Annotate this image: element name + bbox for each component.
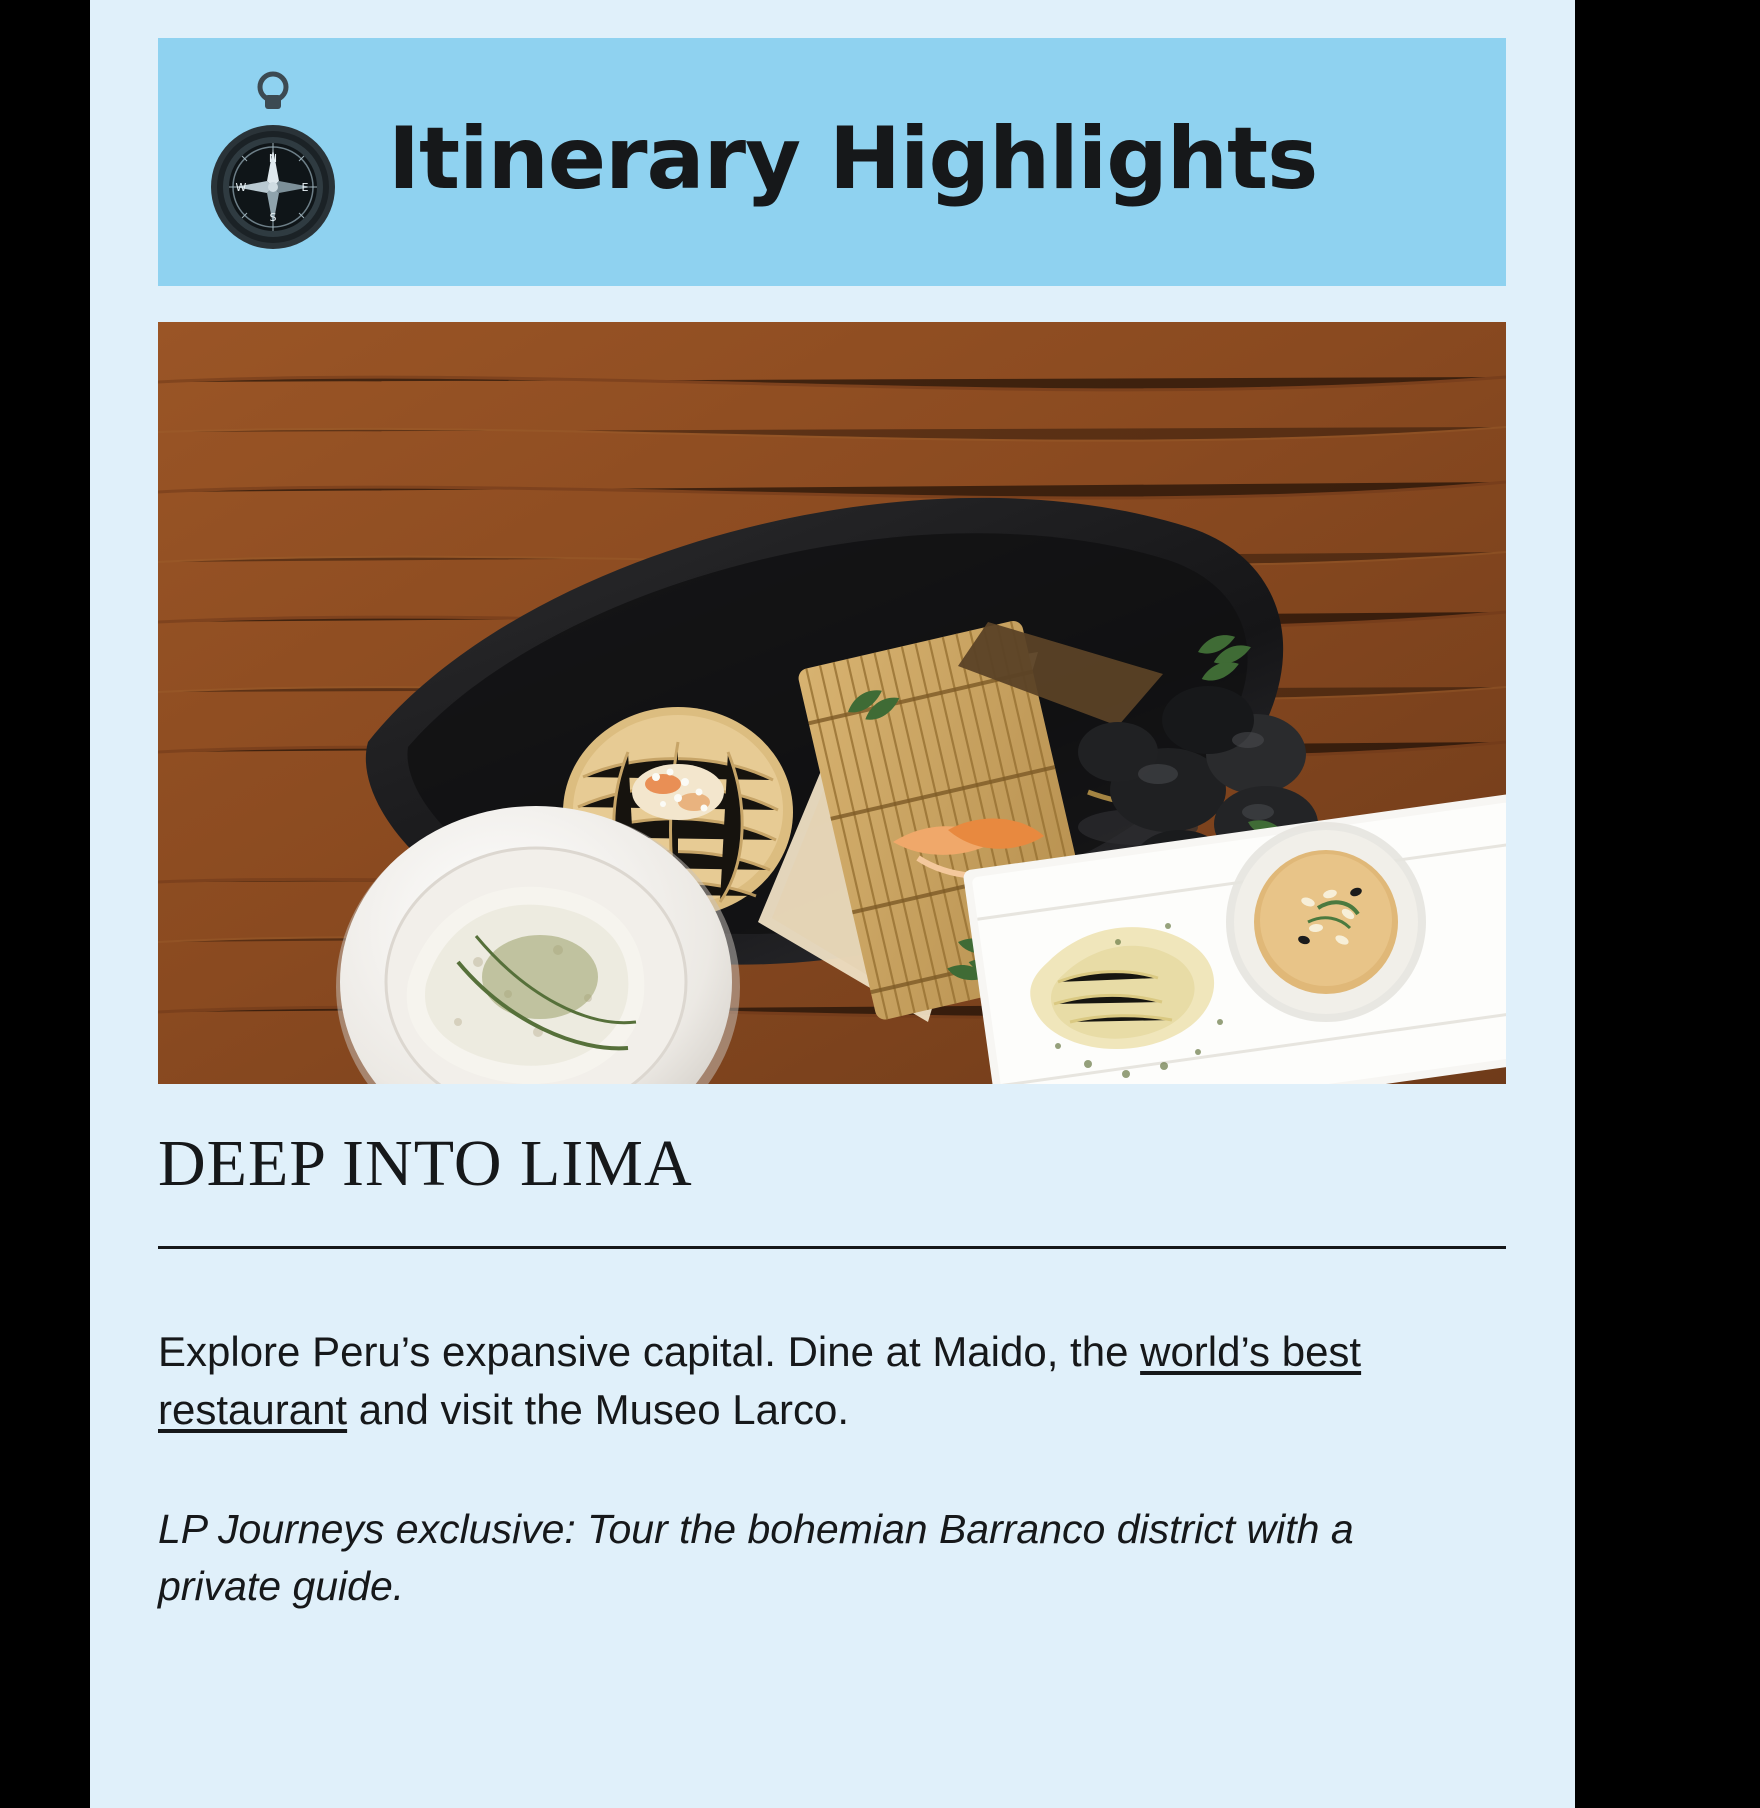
compass-icon: [158, 38, 388, 286]
header-band: [158, 38, 1506, 286]
svg-text:E: E: [301, 181, 309, 194]
page-title: Itinerary Highlights: [388, 109, 1318, 209]
svg-text:W: W: [235, 181, 247, 194]
dish-photo: [158, 322, 1506, 1084]
card-title: DEEP INTO LIMA: [158, 1127, 693, 1200]
card-page: [90, 0, 1575, 1808]
exclusive-note: LP Journeys exclusive: Tour the bohemian Barranco district with a private guide.: [158, 1506, 1354, 1609]
card-description: [158, 1323, 1388, 1439]
description-text-before-link: Explore Peru’s expansive capital. Dine at Maido, the: [158, 1328, 1141, 1375]
description-text-after-link: and visit the Museo Larco.: [347, 1385, 850, 1433]
worlds-best-restaurant-link[interactable]: world’s best restaurant: [158, 1328, 1362, 1433]
svg-text:S: S: [269, 211, 277, 224]
title-divider: [158, 1246, 1506, 1249]
svg-text:N: N: [268, 152, 278, 165]
